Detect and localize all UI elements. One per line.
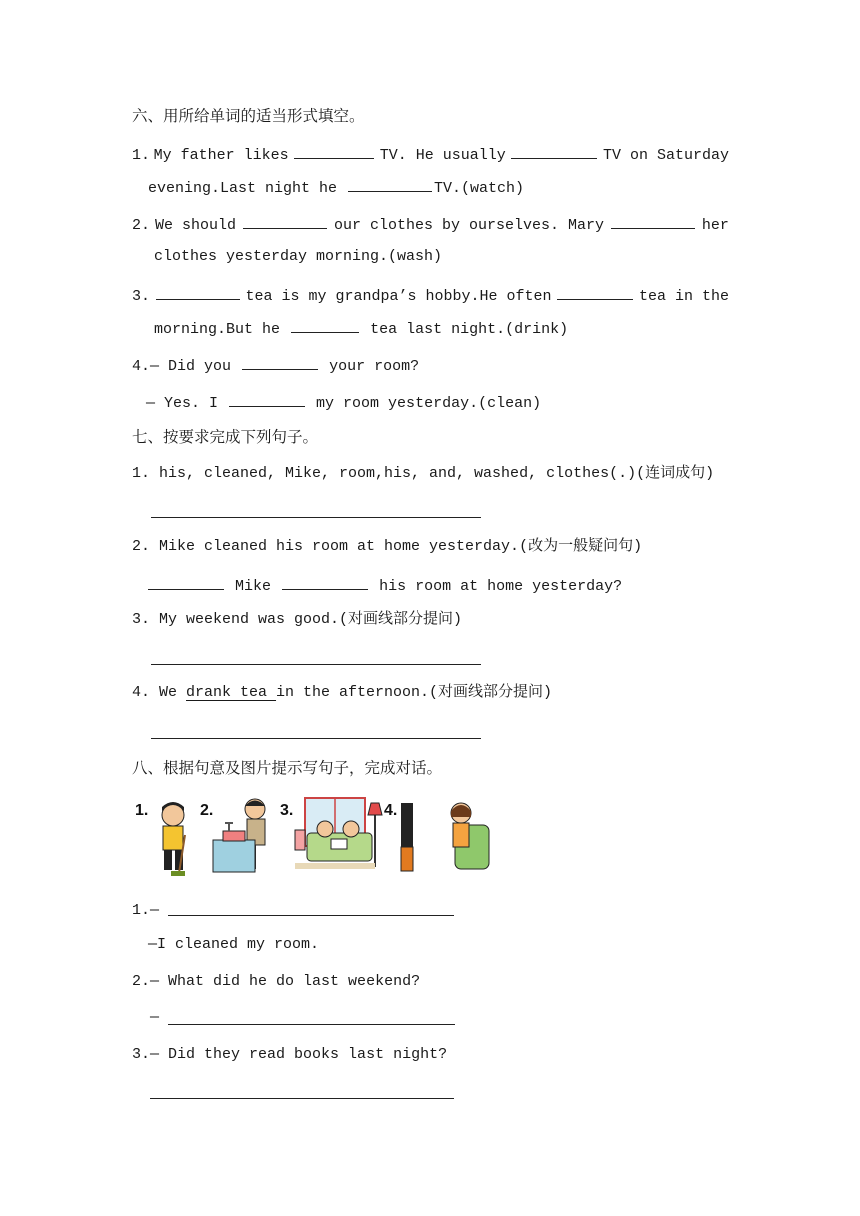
q7-4-text-post: in the afternoon.(对画线部分提问) xyxy=(276,684,553,701)
q8-1-line1 xyxy=(132,901,159,921)
boy-washing-picture xyxy=(213,799,265,872)
picture-hints xyxy=(135,795,495,880)
answer-line[interactable] xyxy=(168,1024,455,1025)
q8-3-text: Did they read books last night? xyxy=(168,1046,448,1063)
picture-number-4: 4. xyxy=(384,802,398,819)
answer-line[interactable] xyxy=(168,915,454,916)
blank-input[interactable] xyxy=(557,284,633,300)
q8-3-number: 3.— xyxy=(132,1046,160,1063)
q6-3-number: 3. xyxy=(132,288,151,305)
q6-1-number: 1. xyxy=(132,147,151,164)
q6-4-text-c: — Yes. I xyxy=(146,395,219,412)
q7-4-prompt xyxy=(132,683,552,703)
q6-1-line1 xyxy=(132,143,729,166)
boy-cleaning-picture xyxy=(162,802,185,876)
q6-3-line1 xyxy=(132,284,729,307)
q8-1-reply: —I cleaned my room. xyxy=(148,936,320,953)
q8-1-number: 1.— xyxy=(132,902,160,919)
section6-heading: 六、用所给单词的适当形式填空。 xyxy=(132,107,365,125)
blank-input[interactable] xyxy=(148,574,224,590)
blank-input[interactable] xyxy=(611,213,695,229)
blank-input[interactable] xyxy=(156,284,240,300)
q6-3-text-d: tea last night.(drink) xyxy=(370,321,569,338)
answer-line[interactable] xyxy=(150,1098,454,1099)
blank-input[interactable] xyxy=(243,213,327,229)
picture-number-2: 2. xyxy=(200,802,214,819)
watching-tv-picture xyxy=(401,803,489,871)
q6-4-text-b: your room? xyxy=(329,358,420,375)
q6-3-text-c: morning.But he xyxy=(154,321,281,338)
q6-2-line2: clothes yesterday morning.(wash) xyxy=(154,248,443,265)
picture-number-1: 1. xyxy=(135,802,149,819)
section7-heading: 七、按要求完成下列句子。 xyxy=(132,428,319,446)
blank-input[interactable] xyxy=(229,391,305,407)
q6-1-line2 xyxy=(148,176,524,199)
q6-2-text-b: our clothes by ourselves. Mary xyxy=(333,217,604,234)
blank-input[interactable] xyxy=(511,143,597,159)
q6-4-number: 4.— xyxy=(132,358,160,375)
q6-1-text-a: My father likes xyxy=(153,147,289,164)
q6-4-line2 xyxy=(146,391,541,414)
q6-1-text-b: TV. He usually xyxy=(379,147,506,164)
answer-line[interactable] xyxy=(151,738,481,739)
q7-1-prompt: 1. his, cleaned, Mike, room,his, and, washed, clothes(.)(连词成句) xyxy=(132,465,715,482)
section8-heading: 八、根据句意及图片提示写句子，完成对话。 xyxy=(132,759,443,777)
q6-2-number: 2. xyxy=(132,217,151,234)
q6-4-text-d: my room yesterday.(clean) xyxy=(316,395,542,412)
q8-2-reply: — xyxy=(150,1009,160,1026)
picture-number-3: 3. xyxy=(280,802,294,819)
q7-3-prompt: 3. My weekend was good.(对画线部分提问) xyxy=(132,611,463,628)
q6-1-text-c: TV on Saturday xyxy=(602,147,729,164)
q8-3-line1 xyxy=(132,1045,447,1065)
answer-line[interactable] xyxy=(151,664,481,665)
answer-line[interactable] xyxy=(151,517,481,518)
q6-2-text-c: her xyxy=(701,217,729,234)
q7-2-prompt: 2. Mike cleaned his room at home yesterday.(改为一般疑问句) xyxy=(132,538,643,555)
q6-2-line1 xyxy=(132,213,729,236)
q8-2-line1 xyxy=(132,972,420,992)
q6-4-line1 xyxy=(132,354,419,377)
blank-input[interactable] xyxy=(242,354,318,370)
q7-4-underlined: drank tea xyxy=(186,684,277,701)
q6-4-text-a: Did you xyxy=(168,358,232,375)
q6-3-line2 xyxy=(154,317,568,340)
q8-2-number: 2.— xyxy=(132,973,160,990)
kids-reading-picture xyxy=(295,798,382,869)
q6-1-text-e: TV.(watch) xyxy=(434,180,525,197)
q6-3-text-a: tea is my grandpa’s hobby.He often xyxy=(245,288,552,305)
q8-2-text: What did he do last weekend? xyxy=(168,973,421,990)
blank-input[interactable] xyxy=(348,176,432,192)
q7-4-text-pre: 4. We xyxy=(132,684,187,701)
q6-2-text-a: We should xyxy=(154,217,236,234)
q7-2-text-b: his room at home yesterday? xyxy=(379,578,623,595)
q6-3-text-b: tea in the xyxy=(638,288,729,305)
blank-input[interactable] xyxy=(291,317,359,333)
blank-input[interactable] xyxy=(294,143,374,159)
q7-2-text-a: Mike xyxy=(235,578,272,595)
blank-input[interactable] xyxy=(282,574,368,590)
q7-2-answer-row xyxy=(148,574,622,597)
q6-1-text-d: evening.Last night he xyxy=(148,180,338,197)
